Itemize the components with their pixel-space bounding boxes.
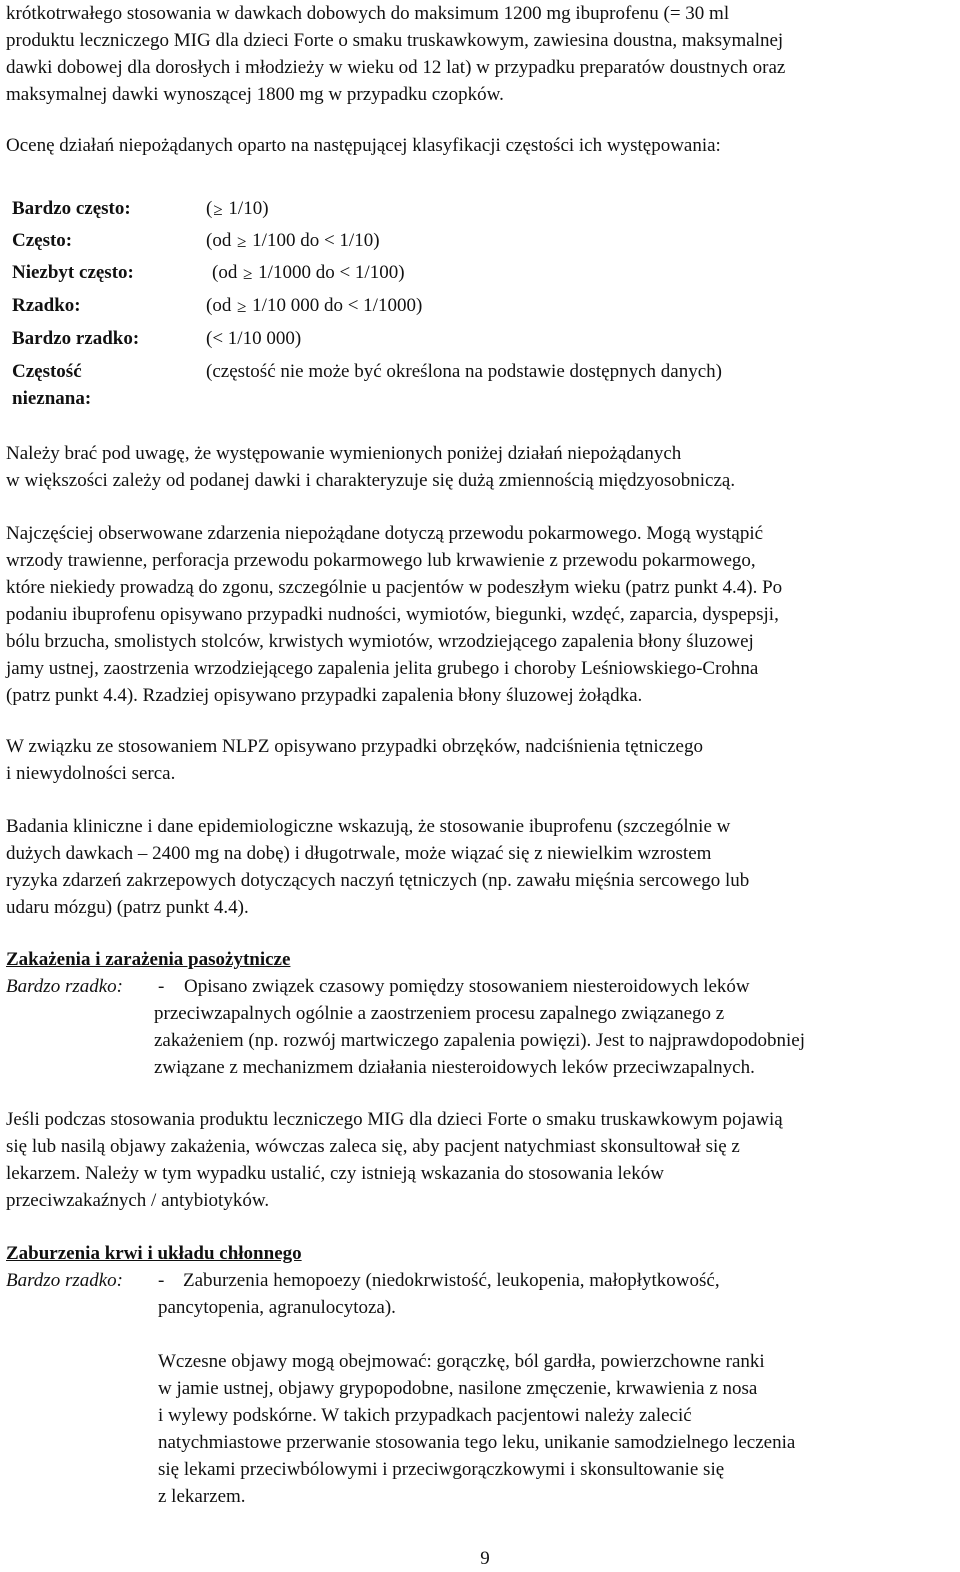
text-line: i niewydolności serca. [6, 763, 176, 784]
range-suffix: 1/10 000 do < 1/1000) [247, 295, 423, 316]
text-line: Badania kliniczne i dane epidemiologiczne wskazują, że stosowanie ibuprofenu (szczególnie w [6, 816, 731, 837]
early-symptoms-paragraph [158, 1348, 795, 1510]
text-line: dużych dawkach – 2400 mg na dobę) i długotrwale, może wiązać się z niewielkim wzrostem [6, 843, 712, 864]
text-line: się lekami przeciwbólowymi i przeciwgorączkowymi i skonsultowanie się [158, 1459, 725, 1480]
text-line: podaniu ibuprofenu opisywano przypadki nudności, wymiotów, biegunki, wzdęć, zaparcia, dyspepsji, [6, 604, 779, 625]
frequency-range: (< 1/10 000) [206, 328, 302, 349]
frequency-term: Niezbyt często: [12, 262, 134, 283]
text-line: się lub nasilą objawy zakażenia, wówczas zaleca się, aby pacjent natychmiast skonsultował się z [6, 1136, 740, 1157]
range-suffix: 1/10) [223, 198, 269, 219]
text-line: W związku ze stosowaniem NLPZ opisywano przypadki obrzęków, nadciśnienia tętniczego [6, 736, 703, 757]
frequency-term: Bardzo rzadko: [12, 328, 140, 349]
text-line: Najczęściej obserwowane zdarzenia niepożądane dotyczą przewodu pokarmowego. Mogą wystąpić [6, 523, 764, 544]
frequency-term: Rzadko: [12, 295, 81, 316]
text-line: w jamie ustnej, objawy grypopodobne, nasilone zmęczenie, krwawienia z nosa [158, 1378, 758, 1399]
geq-symbol: ≥ [237, 232, 247, 251]
range-prefix: (od [206, 230, 237, 251]
text-line: przeciwzakaźnych / antybiotyków. [6, 1190, 270, 1211]
text-line: udaru mózgu) (patrz punkt 4.4). [6, 897, 249, 918]
frequency-range [206, 292, 422, 319]
geq-symbol: ≥ [213, 200, 223, 219]
text-line: natychmiastowe przerwanie stosowania tego leku, unikanie samodzielnego leczenia [158, 1432, 796, 1453]
gastrointestinal-paragraph [6, 520, 956, 709]
text-line: przeciwzapalnych ogólnie a zaostrzeniem procesu zapalnego związanego z [154, 1003, 725, 1024]
text-line: zakażeniem (np. rozwój martwiczego zapalenia powięzi). Jest to najprawdopodobniej [154, 1030, 806, 1051]
range-prefix: ( [206, 198, 213, 219]
frequency-label: Bardzo rzadko: [6, 1270, 123, 1291]
dose-dependence-paragraph [6, 440, 956, 494]
classification-intro [6, 132, 956, 159]
text-line: które niekiedy prowadzą do zgonu, szczególnie u pacjentów w podeszłym wieku (patrz punkt 4.4). Po [6, 577, 783, 598]
text-line: dawki dobowej dla dorosłych i młodzieży w wieku od 12 lat) w przypadku preparatów doustnych oraz [6, 57, 786, 78]
text-line: Jeśli podczas stosowania produktu leczniczego MIG dla dzieci Forte o smaku truskawkowym pojawią [6, 1109, 783, 1130]
section-heading-infections: Zakażenia i zarażenia pasożytnicze [6, 949, 291, 970]
text-line: Zaburzenia hemopoezy (niedokrwistość, leukopenia, małopłytkowość, [183, 1270, 720, 1291]
text-line: jamy ustnej, zaostrzenia wrzodziejącego zapalenia jelita grubego i choroby Leśniowskiego-Crohna [6, 658, 759, 679]
text-line: lekarzem. Należy w tym wypadku ustalić, czy istnieją wskazania do stosowania leków [6, 1163, 664, 1184]
geq-symbol: ≥ [243, 264, 253, 283]
range-suffix: 1/100 do < 1/10) [247, 230, 380, 251]
frequency-range [206, 195, 269, 222]
text-line: (patrz punkt 4.4). Rzadziej opisywano przypadki zapalenia błony śluzowej żołądka. [6, 685, 643, 706]
geq-symbol: ≥ [237, 297, 247, 316]
frequency-term: nieznana: [12, 388, 92, 409]
text-line: Należy brać pod uwagę, że występowanie wymienionych poniżej działań niepożądanych [6, 443, 682, 464]
section-heading-blood: Zaburzenia krwi i układu chłonnego [6, 1243, 302, 1264]
frequency-term: Często: [12, 230, 73, 251]
blood-description [158, 1267, 720, 1321]
page-number: 9 [480, 1548, 490, 1569]
text-line: Ocenę działań niepożądanych oparto na następującej klasyfikacji częstości ich występowania: [6, 135, 721, 156]
text-line: wrzody trawienne, perforacja przewodu pokarmowego lub krwawienie z przewodu pokarmowego, [6, 550, 756, 571]
text-line: i wylewy podskórne. W takich przypadkach pacjentowi należy zalecić [158, 1405, 692, 1426]
clinical-studies-paragraph [6, 813, 956, 921]
text-line: związane z mechanizmem działania niesteroidowych leków przeciwzapalnych. [154, 1057, 755, 1078]
intro-paragraph [6, 0, 956, 108]
text-line: pancytopenia, agranulocytoza). [158, 1297, 396, 1318]
range-prefix: (od [206, 295, 237, 316]
frequency-term: Częstość [12, 361, 82, 382]
range-suffix: 1/1000 do < 1/100) [253, 262, 405, 283]
text-line: krótkotrwałego stosowania w dawkach dobowych do maksimum 1200 mg ibuprofenu (= 30 ml [6, 3, 730, 24]
text-line: z lekarzem. [158, 1486, 246, 1507]
frequency-range: (częstość nie może być określona na podstawie dostępnych danych) [206, 361, 722, 382]
text-line: ryzyka zdarzeń zakrzepowych dotyczących naczyń tętniczych (np. zawału mięśnia sercowego lub [6, 870, 750, 891]
text-line: bólu brzucha, smolistych stolców, krwistych wymiotów, wrzodziejącego zapalenia błony śluzowej [6, 631, 754, 652]
infection-advice-paragraph [6, 1106, 956, 1214]
text-line: Opisano związek czasowy pomiędzy stosowaniem niesteroidowych leków [184, 976, 750, 997]
text-line: w większości zależy od podanej dawki i charakteryzuje się dużą zmiennością międzyosobniczą. [6, 470, 736, 491]
range-prefix: (od [212, 262, 243, 283]
text-line: produktu leczniczego MIG dla dzieci Forte o smaku truskawkowym, zawiesina doustna, maksymalnej [6, 30, 784, 51]
frequency-range [206, 227, 380, 254]
text-line: Wczesne objawy mogą obejmować: gorączkę, ból gardła, powierzchowne ranki [158, 1351, 765, 1372]
frequency-label: Bardzo rzadko: [6, 976, 123, 997]
frequency-range [212, 259, 405, 286]
frequency-term: Bardzo często: [12, 198, 131, 219]
infections-description [154, 973, 805, 1081]
list-dash: - [158, 1270, 165, 1291]
list-dash: - [158, 976, 165, 997]
nsaid-paragraph [6, 733, 956, 787]
text-line: maksymalnej dawki wynoszącej 1800 mg w przypadku czopków. [6, 84, 504, 105]
